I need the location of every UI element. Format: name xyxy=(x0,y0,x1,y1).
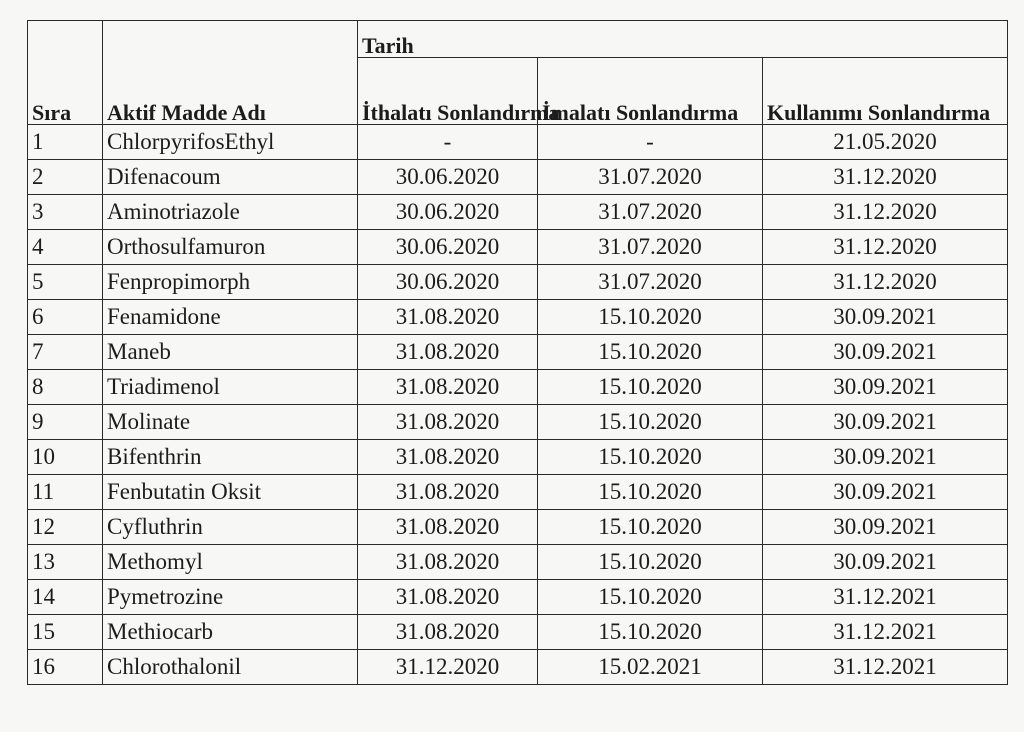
cell-imalat-date: 15.10.2020 xyxy=(538,370,763,405)
cell-ithalat-date: 31.08.2020 xyxy=(358,335,538,370)
cell-sira: 12 xyxy=(28,510,103,545)
table-row xyxy=(28,405,1008,440)
cell-imalat-date: 15.10.2020 xyxy=(538,300,763,335)
active-substance-table xyxy=(27,20,1008,685)
cell-sira: 4 xyxy=(28,230,103,265)
header-kullanimi: Kullanımı Sonlandırma xyxy=(763,58,1008,125)
cell-ithalat-date: 31.08.2020 xyxy=(358,405,538,440)
cell-sira: 16 xyxy=(28,650,103,685)
cell-sira: 1 xyxy=(28,125,103,160)
cell-aktif-madde: Molinate xyxy=(103,405,358,440)
table-row xyxy=(28,510,1008,545)
table-row xyxy=(28,545,1008,580)
cell-ithalat-date: 31.08.2020 xyxy=(358,475,538,510)
cell-aktif-madde: Fenamidone xyxy=(103,300,358,335)
cell-imalat-date: 31.07.2020 xyxy=(538,195,763,230)
cell-imalat-date: 31.07.2020 xyxy=(538,230,763,265)
cell-aktif-madde: Pymetrozine xyxy=(103,580,358,615)
cell-kullanim-date: 31.12.2021 xyxy=(763,615,1008,650)
table-row xyxy=(28,650,1008,685)
table-row xyxy=(28,475,1008,510)
table-header xyxy=(28,21,1008,125)
cell-ithalat-date: 30.06.2020 xyxy=(358,265,538,300)
cell-imalat-date: 31.07.2020 xyxy=(538,265,763,300)
cell-kullanim-date: 30.09.2021 xyxy=(763,545,1008,580)
table-row xyxy=(28,230,1008,265)
cell-kullanim-date: 30.09.2021 xyxy=(763,510,1008,545)
cell-sira: 14 xyxy=(28,580,103,615)
cell-kullanim-date: 30.09.2021 xyxy=(763,405,1008,440)
cell-kullanim-date: 30.09.2021 xyxy=(763,475,1008,510)
cell-aktif-madde: Difenacoum xyxy=(103,160,358,195)
cell-sira: 11 xyxy=(28,475,103,510)
table-row xyxy=(28,300,1008,335)
cell-ithalat-date: 30.06.2020 xyxy=(358,230,538,265)
cell-sira: 2 xyxy=(28,160,103,195)
cell-ithalat-date: 31.12.2020 xyxy=(358,650,538,685)
cell-aktif-madde: Bifenthrin xyxy=(103,440,358,475)
cell-imalat-date: 15.10.2020 xyxy=(538,615,763,650)
cell-imalat-date: 15.10.2020 xyxy=(538,580,763,615)
cell-sira: 13 xyxy=(28,545,103,580)
cell-aktif-madde: Maneb xyxy=(103,335,358,370)
cell-kullanim-date: 30.09.2021 xyxy=(763,440,1008,475)
cell-aktif-madde: ChlorpyrifosEthyl xyxy=(103,125,358,160)
header-sira: Sıra xyxy=(28,21,103,125)
cell-ithalat-date: 31.08.2020 xyxy=(358,510,538,545)
table-body xyxy=(28,125,1008,685)
cell-aktif-madde: Methomyl xyxy=(103,545,358,580)
cell-aktif-madde: Cyfluthrin xyxy=(103,510,358,545)
cell-kullanim-date: 30.09.2021 xyxy=(763,300,1008,335)
cell-imalat-date: 15.10.2020 xyxy=(538,440,763,475)
table-row xyxy=(28,195,1008,230)
table-row xyxy=(28,335,1008,370)
cell-aktif-madde: Triadimenol xyxy=(103,370,358,405)
cell-ithalat-date: 31.08.2020 xyxy=(358,370,538,405)
header-imalati: İmalatı Sonlandırma xyxy=(538,58,763,125)
cell-kullanim-date: 31.12.2020 xyxy=(763,230,1008,265)
cell-ithalat-date: 31.08.2020 xyxy=(358,440,538,475)
header-ithalati: İthalatı Sonlandırma xyxy=(358,58,538,125)
table-row xyxy=(28,265,1008,300)
cell-ithalat-date: 31.08.2020 xyxy=(358,615,538,650)
cell-ithalat-date: 31.08.2020 xyxy=(358,545,538,580)
cell-imalat-date: 31.07.2020 xyxy=(538,160,763,195)
cell-sira: 5 xyxy=(28,265,103,300)
cell-ithalat-date: 31.08.2020 xyxy=(358,300,538,335)
cell-kullanim-date: 31.12.2020 xyxy=(763,265,1008,300)
cell-sira: 8 xyxy=(28,370,103,405)
cell-sira: 10 xyxy=(28,440,103,475)
cell-aktif-madde: Methiocarb xyxy=(103,615,358,650)
cell-aktif-madde: Fenbutatin Oksit xyxy=(103,475,358,510)
cell-ithalat-date: 30.06.2020 xyxy=(358,160,538,195)
header-row-1 xyxy=(28,21,1008,58)
cell-kullanim-date: 31.12.2020 xyxy=(763,195,1008,230)
cell-kullanim-date: 31.12.2020 xyxy=(763,160,1008,195)
cell-kullanim-date: 21.05.2020 xyxy=(763,125,1008,160)
cell-imalat-date: 15.10.2020 xyxy=(538,405,763,440)
cell-kullanim-date: 30.09.2021 xyxy=(763,335,1008,370)
cell-imalat-date: - xyxy=(538,125,763,160)
table-row xyxy=(28,370,1008,405)
cell-sira: 15 xyxy=(28,615,103,650)
table-row xyxy=(28,580,1008,615)
cell-ithalat-date: 31.08.2020 xyxy=(358,580,538,615)
table-row xyxy=(28,125,1008,160)
header-aktif-madde: Aktif Madde Adı xyxy=(103,21,358,125)
cell-aktif-madde: Aminotriazole xyxy=(103,195,358,230)
table-row xyxy=(28,615,1008,650)
cell-aktif-madde: Fenpropimorph xyxy=(103,265,358,300)
cell-imalat-date: 15.10.2020 xyxy=(538,475,763,510)
cell-imalat-date: 15.10.2020 xyxy=(538,545,763,580)
cell-kullanim-date: 31.12.2021 xyxy=(763,650,1008,685)
cell-kullanim-date: 31.12.2021 xyxy=(763,580,1008,615)
cell-sira: 7 xyxy=(28,335,103,370)
cell-aktif-madde: Chlorothalonil xyxy=(103,650,358,685)
cell-kullanim-date: 30.09.2021 xyxy=(763,370,1008,405)
cell-sira: 9 xyxy=(28,405,103,440)
header-tarih: Tarih xyxy=(358,21,1008,58)
cell-sira: 6 xyxy=(28,300,103,335)
cell-ithalat-date: - xyxy=(358,125,538,160)
table-row xyxy=(28,160,1008,195)
cell-sira: 3 xyxy=(28,195,103,230)
cell-imalat-date: 15.02.2021 xyxy=(538,650,763,685)
table-row xyxy=(28,440,1008,475)
cell-aktif-madde: Orthosulfamuron xyxy=(103,230,358,265)
cell-ithalat-date: 30.06.2020 xyxy=(358,195,538,230)
cell-imalat-date: 15.10.2020 xyxy=(538,335,763,370)
cell-imalat-date: 15.10.2020 xyxy=(538,510,763,545)
